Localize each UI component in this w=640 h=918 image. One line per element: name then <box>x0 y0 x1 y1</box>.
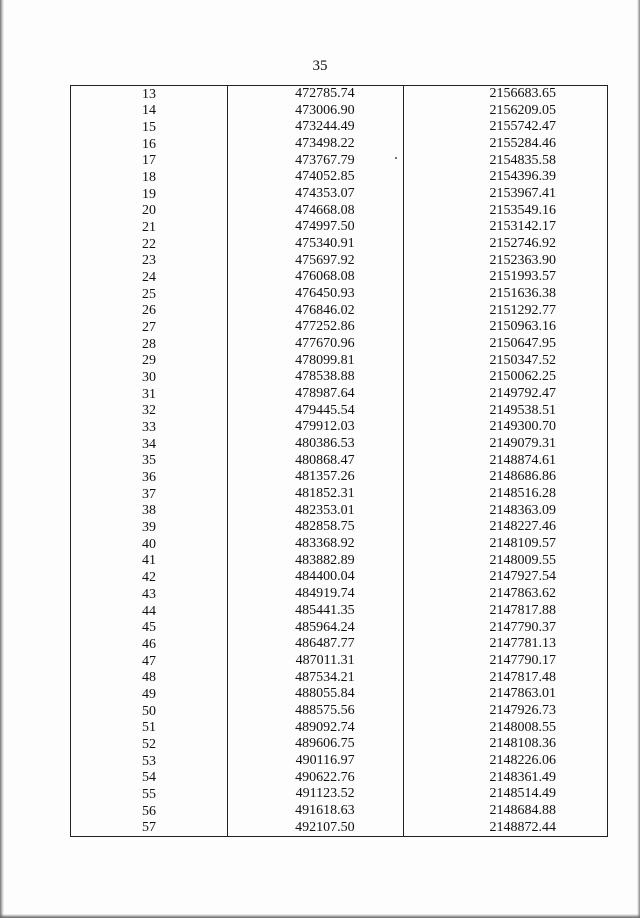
y-coordinate-cell: 2150963.16 <box>403 319 607 336</box>
y-coordinate-cell: 2151636.38 <box>403 286 607 303</box>
table-row <box>71 519 608 536</box>
table-row <box>71 803 608 820</box>
y-coordinate-cell: 2152363.90 <box>403 253 607 270</box>
y-coordinate-cell: 2148361.49 <box>403 770 607 787</box>
table-row <box>71 553 608 570</box>
y-coordinate-cell: 2148109.57 <box>403 536 607 553</box>
scan-edge-bottom <box>0 914 640 918</box>
x-coordinate-cell: 481852.31 <box>227 486 403 503</box>
x-coordinate-cell: 491618.63 <box>227 803 403 820</box>
table-row <box>71 453 608 470</box>
table-row <box>71 736 608 753</box>
point-number-cell: 35 <box>71 453 228 470</box>
x-coordinate-cell: 475340.91 <box>227 236 403 253</box>
point-number-cell: 53 <box>71 753 228 770</box>
y-coordinate-cell: 2148684.88 <box>403 803 607 820</box>
y-coordinate-cell: 2148872.44 <box>403 820 607 837</box>
x-coordinate-cell: 491123.52 <box>227 786 403 803</box>
table-row <box>71 153 608 170</box>
point-number-cell: 39 <box>71 519 228 536</box>
point-number-cell: 32 <box>71 403 228 420</box>
x-coordinate-cell: 488575.56 <box>227 703 403 720</box>
y-coordinate-cell: 2150347.52 <box>403 353 607 370</box>
coordinates-table-body <box>71 86 608 837</box>
y-coordinate-cell: 2147863.01 <box>403 686 607 703</box>
point-number-cell: 17 <box>71 153 228 170</box>
point-number-cell: 50 <box>71 703 228 720</box>
point-number-cell: 26 <box>71 303 228 320</box>
point-number-cell: 30 <box>71 369 228 386</box>
y-coordinate-cell: 2149538.51 <box>403 403 607 420</box>
point-number-cell: 34 <box>71 436 228 453</box>
table-row <box>71 620 608 637</box>
y-coordinate-cell: 2150647.95 <box>403 336 607 353</box>
table-row <box>71 369 608 386</box>
x-coordinate-cell: 480868.47 <box>227 453 403 470</box>
table-row <box>71 203 608 220</box>
table-row <box>71 186 608 203</box>
x-coordinate-cell: 473498.22 <box>227 136 403 153</box>
x-coordinate-cell: 484919.74 <box>227 586 403 603</box>
x-coordinate-cell: 486487.77 <box>227 636 403 653</box>
y-coordinate-cell: 2155742.47 <box>403 119 607 136</box>
point-number-cell: 44 <box>71 603 228 620</box>
y-coordinate-cell: 2147817.88 <box>403 603 607 620</box>
table-row <box>71 103 608 120</box>
point-number-cell: 21 <box>71 219 228 236</box>
table-row <box>71 770 608 787</box>
x-coordinate-cell: 490622.76 <box>227 770 403 787</box>
point-number-cell: 45 <box>71 620 228 637</box>
x-coordinate-cell: 475697.92 <box>227 253 403 270</box>
page-number: 35 <box>312 58 328 74</box>
x-coordinate-cell: 479912.03 <box>227 419 403 436</box>
coordinates-table <box>70 85 608 837</box>
point-number-cell: 13 <box>71 86 228 103</box>
y-coordinate-cell: 2149792.47 <box>403 386 607 403</box>
y-coordinate-cell: 2149079.31 <box>403 436 607 453</box>
y-coordinate-cell: 2153142.17 <box>403 219 607 236</box>
table-row <box>71 353 608 370</box>
x-coordinate-cell: 473006.90 <box>227 103 403 120</box>
y-coordinate-cell: 2147926.73 <box>403 703 607 720</box>
x-coordinate-cell: 474353.07 <box>227 186 403 203</box>
point-number-cell: 28 <box>71 336 228 353</box>
y-coordinate-cell: 2147927.54 <box>403 569 607 586</box>
y-coordinate-cell: 2148227.46 <box>403 519 607 536</box>
y-coordinate-cell: 2152746.92 <box>403 236 607 253</box>
table-row <box>71 303 608 320</box>
table-row <box>71 786 608 803</box>
table-row <box>71 436 608 453</box>
scan-speck <box>395 157 397 159</box>
point-number-cell: 14 <box>71 103 228 120</box>
x-coordinate-cell: 484400.04 <box>227 569 403 586</box>
table-row <box>71 469 608 486</box>
y-coordinate-cell: 2156209.05 <box>403 103 607 120</box>
x-coordinate-cell: 490116.97 <box>227 753 403 770</box>
y-coordinate-cell: 2147817.48 <box>403 670 607 687</box>
x-coordinate-cell: 492107.50 <box>227 820 403 837</box>
point-number-cell: 24 <box>71 269 228 286</box>
y-coordinate-cell: 2148516.28 <box>403 486 607 503</box>
table-row <box>71 119 608 136</box>
x-coordinate-cell: 479445.54 <box>227 403 403 420</box>
x-coordinate-cell: 476450.93 <box>227 286 403 303</box>
y-coordinate-cell: 2147781.13 <box>403 636 607 653</box>
y-coordinate-cell: 2148686.86 <box>403 469 607 486</box>
y-coordinate-cell: 2148226.06 <box>403 753 607 770</box>
point-number-cell: 18 <box>71 169 228 186</box>
table-row <box>71 820 608 837</box>
table-row <box>71 536 608 553</box>
x-coordinate-cell: 474668.08 <box>227 203 403 220</box>
table-row <box>71 286 608 303</box>
x-coordinate-cell: 478538.88 <box>227 369 403 386</box>
x-coordinate-cell: 489092.74 <box>227 720 403 737</box>
table-row <box>71 319 608 336</box>
point-number-cell: 33 <box>71 419 228 436</box>
y-coordinate-cell: 2148514.49 <box>403 786 607 803</box>
point-number-cell: 22 <box>71 236 228 253</box>
table-row <box>71 403 608 420</box>
table-row <box>71 219 608 236</box>
point-number-cell: 51 <box>71 720 228 737</box>
x-coordinate-cell: 474997.50 <box>227 219 403 236</box>
point-number-cell: 55 <box>71 786 228 803</box>
point-number-cell: 46 <box>71 636 228 653</box>
x-coordinate-cell: 485964.24 <box>227 620 403 637</box>
point-number-cell: 19 <box>71 186 228 203</box>
x-coordinate-cell: 481357.26 <box>227 469 403 486</box>
x-coordinate-cell: 477252.86 <box>227 319 403 336</box>
y-coordinate-cell: 2147790.37 <box>403 620 607 637</box>
point-number-cell: 36 <box>71 469 228 486</box>
y-coordinate-cell: 2148363.09 <box>403 503 607 520</box>
y-coordinate-cell: 2153549.16 <box>403 203 607 220</box>
y-coordinate-cell: 2150062.25 <box>403 369 607 386</box>
point-number-cell: 23 <box>71 253 228 270</box>
y-coordinate-cell: 2154835.58 <box>403 153 607 170</box>
table-row <box>71 686 608 703</box>
x-coordinate-cell: 478099.81 <box>227 353 403 370</box>
table-row <box>71 603 608 620</box>
x-coordinate-cell: 474052.85 <box>227 169 403 186</box>
table-row <box>71 486 608 503</box>
table-row <box>71 670 608 687</box>
table-row <box>71 136 608 153</box>
y-coordinate-cell: 2149300.70 <box>403 419 607 436</box>
x-coordinate-cell: 487011.31 <box>227 653 403 670</box>
point-number-cell: 27 <box>71 319 228 336</box>
table-row <box>71 336 608 353</box>
table-row <box>71 636 608 653</box>
point-number-cell: 41 <box>71 553 228 570</box>
x-coordinate-cell: 489606.75 <box>227 736 403 753</box>
x-coordinate-cell: 478987.64 <box>227 386 403 403</box>
point-number-cell: 47 <box>71 653 228 670</box>
y-coordinate-cell: 2147863.62 <box>403 586 607 603</box>
y-coordinate-cell: 2156683.65 <box>403 86 607 103</box>
table-row <box>71 86 608 103</box>
y-coordinate-cell: 2148008.55 <box>403 720 607 737</box>
x-coordinate-cell: 480386.53 <box>227 436 403 453</box>
point-number-cell: 56 <box>71 803 228 820</box>
y-coordinate-cell: 2153967.41 <box>403 186 607 203</box>
y-coordinate-cell: 2147790.17 <box>403 653 607 670</box>
y-coordinate-cell: 2154396.39 <box>403 169 607 186</box>
point-number-cell: 37 <box>71 486 228 503</box>
x-coordinate-cell: 485441.35 <box>227 603 403 620</box>
table-row <box>71 586 608 603</box>
point-number-cell: 48 <box>71 670 228 687</box>
x-coordinate-cell: 488055.84 <box>227 686 403 703</box>
point-number-cell: 42 <box>71 569 228 586</box>
x-coordinate-cell: 473244.49 <box>227 119 403 136</box>
point-number-cell: 15 <box>71 119 228 136</box>
x-coordinate-cell: 477670.96 <box>227 336 403 353</box>
x-coordinate-cell: 483368.92 <box>227 536 403 553</box>
x-coordinate-cell: 482353.01 <box>227 503 403 520</box>
point-number-cell: 57 <box>71 820 228 837</box>
table-row <box>71 236 608 253</box>
table-row <box>71 269 608 286</box>
table-row <box>71 720 608 737</box>
scan-edge-left <box>0 0 4 918</box>
x-coordinate-cell: 473767.79 <box>227 153 403 170</box>
y-coordinate-cell: 2151292.77 <box>403 303 607 320</box>
table-row <box>71 169 608 186</box>
table-row <box>71 386 608 403</box>
point-number-cell: 25 <box>71 286 228 303</box>
point-number-cell: 54 <box>71 770 228 787</box>
x-coordinate-cell: 483882.89 <box>227 553 403 570</box>
x-coordinate-cell: 487534.21 <box>227 670 403 687</box>
table-row <box>71 753 608 770</box>
y-coordinate-cell: 2151993.57 <box>403 269 607 286</box>
point-number-cell: 40 <box>71 536 228 553</box>
table-row <box>71 569 608 586</box>
table-row <box>71 653 608 670</box>
point-number-cell: 38 <box>71 503 228 520</box>
point-number-cell: 29 <box>71 353 228 370</box>
point-number-cell: 20 <box>71 203 228 220</box>
point-number-cell: 43 <box>71 586 228 603</box>
table-row <box>71 419 608 436</box>
table-row <box>71 253 608 270</box>
y-coordinate-cell: 2155284.46 <box>403 136 607 153</box>
x-coordinate-cell: 482858.75 <box>227 519 403 536</box>
point-number-cell: 52 <box>71 736 228 753</box>
x-coordinate-cell: 476846.02 <box>227 303 403 320</box>
point-number-cell: 16 <box>71 136 228 153</box>
point-number-cell: 31 <box>71 386 228 403</box>
y-coordinate-cell: 2148009.55 <box>403 553 607 570</box>
y-coordinate-cell: 2148874.61 <box>403 453 607 470</box>
x-coordinate-cell: 472785.74 <box>227 86 403 103</box>
x-coordinate-cell: 476068.08 <box>227 269 403 286</box>
table-row <box>71 503 608 520</box>
y-coordinate-cell: 2148108.36 <box>403 736 607 753</box>
table-row <box>71 703 608 720</box>
point-number-cell: 49 <box>71 686 228 703</box>
